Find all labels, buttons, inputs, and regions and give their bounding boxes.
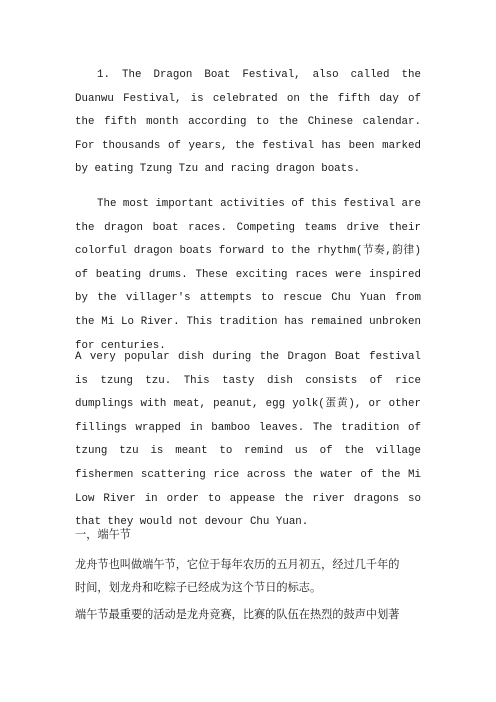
chinese-paragraph-1-line-1: 龙舟节也叫做端午节，它位于每年农历的五月初五，经过几千年的 <box>75 558 400 571</box>
english-paragraph-1: 1. The Dragon Boat Festival, also called the Duanwu Festival, is celebrated on the fifth day of the fifth month according to the Chinese calendar. For thousands of years, the festival has been marked by eating Tzung Tzu and racing dragon boats. <box>75 69 421 176</box>
chinese-paragraph-2-line-1: 端午节最重要的活动是龙舟竞赛，比赛的队伍在热烈的鼓声中划著 <box>75 608 400 621</box>
chinese-heading: 一，端午节 <box>75 528 131 541</box>
english-paragraph-3: A very popular dish during the Dragon Boat festival is tzung tzu. This tasty dish consists of rice dumplings with meat, peanut, egg yolk(蛋黄), or other fillings wrapped in bamboo leaves. The tradition of tzung tzu is meant to remind us of the village fishermen scattering rice across the water of the Mi Low River in order to appease the river dragons so that they would not devour Chu Yuan. <box>75 351 421 529</box>
english-paragraph-2: The most important activities of this festival are the dragon boat races. Competing teams drive their colorful dragon boats forward to the rhythm(节奏,韵律) of beating drums. These exciting races were inspired by the villager's attempts to rescue Chu Yuan from the Mi Lo River. This tradition has remained unbroken for centuries. <box>75 198 421 352</box>
chinese-paragraph-1-line-2: 时间，划龙舟和吃粽子已经成为这个节日的标志。 <box>75 581 322 594</box>
